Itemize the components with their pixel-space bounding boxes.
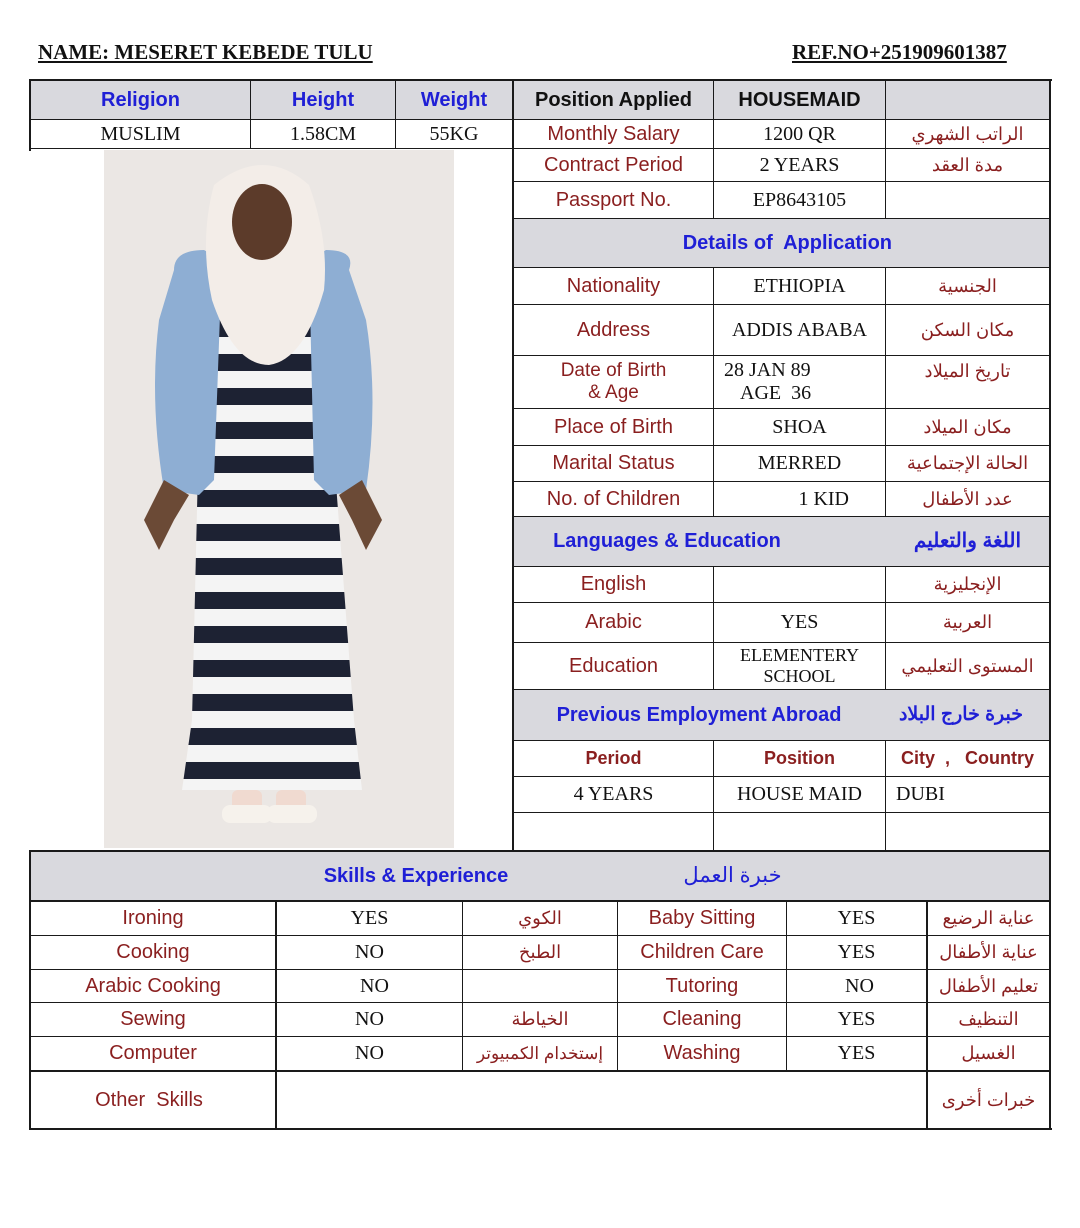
skill-tutoring-label: Tutoring bbox=[665, 974, 739, 997]
dob-age: AGE 36 bbox=[740, 382, 812, 404]
skill-baby-sitting-arabic: عناية الرضيع bbox=[942, 908, 1035, 929]
address-arabic: مكان السكن bbox=[920, 319, 1015, 340]
skill-ironing-value: YES bbox=[350, 907, 389, 929]
marital-status-arabic: الحالة الإجتماعية bbox=[906, 453, 1029, 474]
skill-baby-sitting-value: YES bbox=[837, 907, 876, 929]
hline bbox=[512, 812, 1050, 813]
passport-value: EP8643105 bbox=[752, 188, 847, 211]
skill-sewing-label: Sewing bbox=[120, 1008, 186, 1030]
monthly-salary-arabic: الراتب الشهري bbox=[911, 123, 1024, 144]
monthly-salary-value: 1200 QR bbox=[763, 122, 836, 145]
skill-computer-arabic: إستخدام الكمبيوتر bbox=[476, 1043, 604, 1063]
skill-ironing-arabic: الكوي bbox=[518, 908, 562, 929]
education-value-line2: SCHOOL bbox=[763, 666, 836, 686]
monthly-salary-label: Monthly Salary bbox=[547, 122, 680, 145]
city-country-header: City , Country bbox=[900, 748, 1034, 769]
children-arabic: عدد الأطفال bbox=[922, 488, 1013, 509]
skill-arabic-cooking-value: NO bbox=[360, 974, 389, 997]
employment-city: DUBI bbox=[896, 783, 945, 805]
dob-label-line2: & Age bbox=[588, 382, 639, 403]
skill-cleaning-value: YES bbox=[837, 1008, 876, 1030]
skill-sewing-arabic: الخياطة bbox=[511, 1009, 569, 1030]
address-label: Address bbox=[576, 318, 651, 341]
skill-cooking-arabic: الطبخ bbox=[518, 942, 562, 963]
skill-computer-value: NO bbox=[355, 1042, 384, 1064]
skill-ironing-label: Ironing bbox=[122, 907, 184, 929]
dob-arabic: تاريخ الميلاد bbox=[924, 360, 1011, 381]
skill-tutoring-arabic: تعليم الأطفال bbox=[938, 975, 1039, 996]
marital-status-label: Marital Status bbox=[552, 452, 675, 474]
position-applied-value: HOUSEMAID bbox=[738, 88, 861, 111]
contract-period-arabic: مدة العقد bbox=[931, 154, 1004, 175]
weight-header: Weight bbox=[420, 88, 488, 111]
education-value-line1: ELEMENTERY bbox=[740, 645, 859, 666]
education-label: Education bbox=[569, 654, 658, 677]
children-value: 1 KID bbox=[798, 487, 849, 510]
other-skills-label: Other Skills bbox=[95, 1088, 203, 1111]
dob-date: 28 JAN 89 bbox=[724, 359, 811, 381]
employment-title-arabic: خبرة خارج البلاد bbox=[898, 704, 1024, 726]
skill-cleaning-label: Cleaning bbox=[662, 1008, 742, 1030]
english-label: English bbox=[580, 573, 647, 595]
skill-washing-label: Washing bbox=[663, 1042, 741, 1064]
skills-title: Skills & Experience bbox=[323, 864, 509, 887]
languages-title: Languages & Education bbox=[553, 530, 781, 552]
skill-baby-sitting-label: Baby Sitting bbox=[648, 907, 756, 929]
height-header: Height bbox=[291, 88, 355, 111]
position-applied-label: Position Applied bbox=[534, 88, 693, 111]
arabic-label: Arabic bbox=[585, 611, 642, 633]
contract-period-value: 2 YEARS bbox=[759, 153, 840, 176]
skill-computer-label: Computer bbox=[109, 1042, 197, 1064]
english-value bbox=[714, 567, 885, 602]
hline bbox=[29, 850, 1051, 852]
weight-value: 55KG bbox=[429, 122, 479, 145]
skills-title-arabic: خبرة العمل bbox=[683, 863, 782, 887]
english-arabic: الإنجليزية bbox=[933, 574, 1002, 595]
applicant-photo bbox=[104, 150, 454, 848]
skill-washing-arabic: الغسيل bbox=[961, 1043, 1016, 1064]
dob-label bbox=[514, 356, 713, 408]
dob-label-line1: Date of Birth bbox=[560, 360, 667, 382]
skill-children-care-label: Children Care bbox=[640, 941, 764, 963]
details-title: Details of Application bbox=[682, 231, 892, 254]
marital-status-value: MERRED bbox=[757, 452, 842, 474]
skill-children-care-value: YES bbox=[837, 941, 876, 963]
arabic-arabic: العربية bbox=[942, 612, 993, 633]
skill-sewing-value: NO bbox=[355, 1008, 384, 1030]
reference-number: REF.NO+251909601387 bbox=[792, 40, 1007, 64]
skill-cooking-value: NO bbox=[355, 941, 384, 963]
employment-position: HOUSE MAID bbox=[737, 783, 862, 805]
place-of-birth-value: SHOA bbox=[772, 415, 827, 438]
education-value bbox=[714, 643, 885, 689]
nationality-arabic: الجنسية bbox=[938, 275, 997, 296]
languages-title-arabic: اللغة والتعليم bbox=[913, 530, 1022, 552]
frame-bottom bbox=[29, 1128, 1052, 1130]
contract-period-label: Contract Period bbox=[544, 153, 683, 176]
nationality-value: ETHIOPIA bbox=[753, 274, 846, 297]
address-value: ADDIS ABABA bbox=[731, 318, 868, 341]
period-header: Period bbox=[585, 748, 642, 769]
employment-title: Previous Employment Abroad bbox=[556, 703, 842, 726]
passport-label: Passport No. bbox=[555, 188, 672, 211]
other-skills-arabic: خبرات أخرى bbox=[941, 1089, 1036, 1110]
religion-value: MUSLIM bbox=[100, 122, 181, 145]
height-value: 1.58CM bbox=[289, 122, 357, 145]
position-header: Position bbox=[764, 748, 835, 769]
employment-period: 4 YEARS bbox=[573, 783, 654, 805]
candidate-name: NAME: MESERET KEBEDE TULU bbox=[38, 40, 373, 64]
religion-header: Religion bbox=[101, 88, 180, 111]
dob-value bbox=[714, 356, 885, 408]
skill-cleaning-arabic: التنظيف bbox=[958, 1009, 1019, 1030]
skill-washing-value: YES bbox=[837, 1042, 876, 1064]
nationality-label: Nationality bbox=[566, 274, 661, 297]
skills-title-band bbox=[30, 851, 1050, 900]
frame-right bbox=[1049, 79, 1051, 1130]
arabic-value: YES bbox=[780, 611, 819, 633]
skill-arabic-cooking-label: Arabic Cooking bbox=[85, 974, 221, 997]
place-of-birth-label: Place of Birth bbox=[554, 415, 673, 438]
skill-tutoring-value: NO bbox=[845, 974, 874, 997]
hline bbox=[29, 148, 513, 149]
education-arabic: المستوى التعليمي bbox=[901, 655, 1034, 676]
place-of-birth-arabic: مكان الميلاد bbox=[923, 416, 1012, 437]
skill-children-care-arabic: عناية الأطفال bbox=[939, 942, 1038, 963]
children-label: No. of Children bbox=[546, 487, 681, 510]
skill-cooking-label: Cooking bbox=[116, 941, 190, 963]
